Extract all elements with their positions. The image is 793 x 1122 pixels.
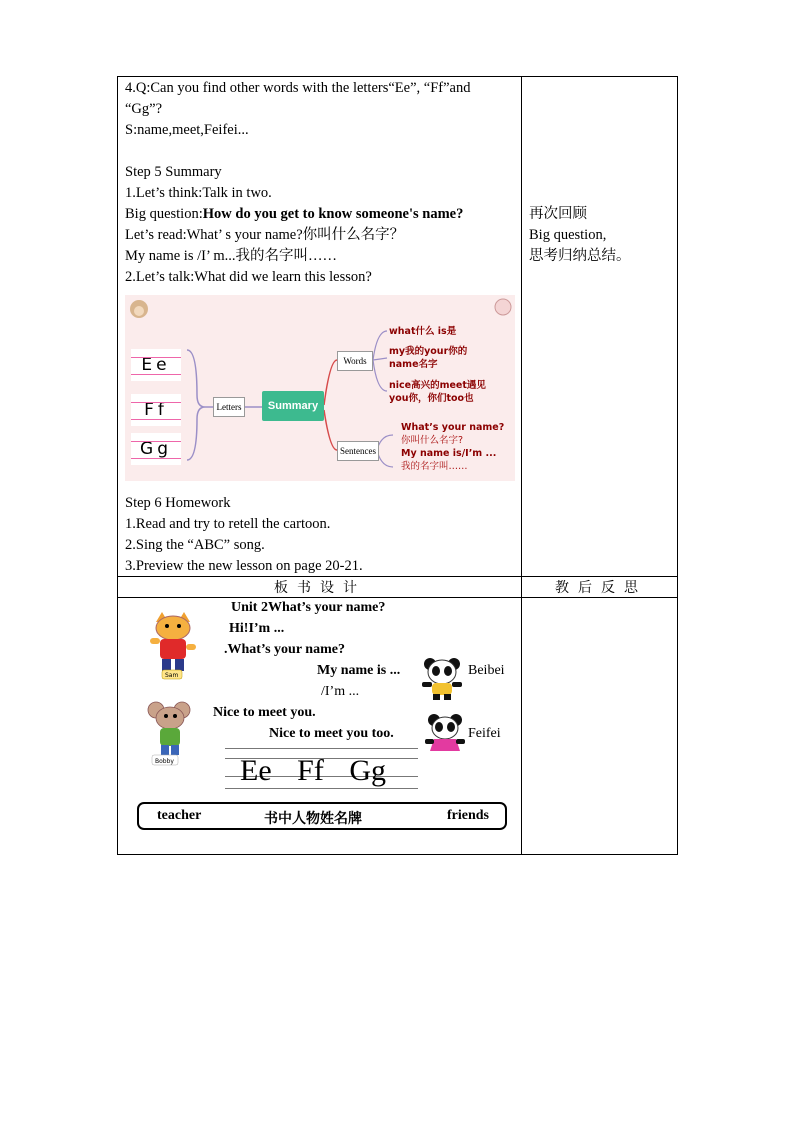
talk-line: 2.Let’s talk:What did we learn this lesson? <box>125 269 372 285</box>
words-item-text: what什么 is是 <box>389 326 457 337</box>
bobby-nametag: Bobby <box>155 758 174 765</box>
name-card-label: 书中人物姓名牌 <box>264 812 362 827</box>
board-design-header: 板书设计 <box>274 581 366 596</box>
letter-card-text: Gg <box>140 439 172 459</box>
step6-heading: Step 6 Homework <box>125 495 231 511</box>
words-item-1 <box>389 325 456 338</box>
big-question-line <box>125 204 463 225</box>
letter-card-ee <box>131 349 181 381</box>
letter-card-text: Ee <box>141 355 171 375</box>
homework-3: 3.Preview the new lesson on page 20-21. <box>125 558 363 574</box>
words-item-2 <box>389 345 467 371</box>
letters-node: Letters <box>213 397 245 417</box>
words-node: Words <box>337 351 373 371</box>
board-what: .What’s your name? <box>224 642 345 657</box>
sentences-items <box>401 421 504 473</box>
guide-line <box>225 788 418 789</box>
sentence-text: My name is/I’m ... <box>401 448 497 459</box>
reflection-line-2: Big question, <box>529 227 607 243</box>
words-item-text: nice高兴的meet遇见 <box>389 380 486 391</box>
friends-label: friends <box>447 808 489 823</box>
reflection-line-1: 再次回顾 <box>529 206 587 222</box>
feifei-label: Feifei <box>468 726 501 741</box>
name-card-bar <box>137 802 507 830</box>
letter-card-text: Ff <box>144 400 168 420</box>
sentence-text: 你叫什么名字? <box>401 435 464 446</box>
column-divider <box>521 77 522 854</box>
beibei-label: Beibei <box>468 663 505 678</box>
board-myname: My name is ... <box>317 663 401 678</box>
myname-line: My name is /I’ m...我的名字叫…… <box>125 248 337 264</box>
words-item-text: you你，你们too也 <box>389 393 474 404</box>
sentence-text: 我的名字叫…… <box>401 461 468 472</box>
letter-card-ff <box>131 394 181 426</box>
question-4-line1: 4.Q:Can you find other words with the letters“Ee”, “Ff”and <box>125 80 471 96</box>
letter-card-gg <box>131 433 181 465</box>
board-hi: Hi!I’m ... <box>229 621 285 636</box>
summary-node: Summary <box>262 391 324 421</box>
read-line: Let’s read:What’ s your name?你叫什么名字？ <box>125 227 405 243</box>
lesson-table <box>117 76 678 855</box>
homework-2: 2.Sing the “ABC” song. <box>125 537 265 553</box>
feifei-panda-illustration <box>424 713 466 755</box>
teacher-label: teacher <box>157 808 202 823</box>
words-item-3 <box>389 379 486 405</box>
sam-nametag: Sam <box>165 672 179 679</box>
homework-1: 1.Read and try to retell the cartoon. <box>125 516 331 532</box>
reflection-line-3: 思考归纳总结。 <box>529 248 631 264</box>
beibei-panda-illustration <box>420 656 464 700</box>
big-question-text: How do you get to know someone's name? <box>202 206 464 222</box>
words-item-text: name名字 <box>389 359 438 370</box>
board-nice: Nice to meet you. <box>213 705 316 720</box>
student-answer: S:name,meet,Feifei... <box>125 122 249 138</box>
board-title: Unit 2What’s your name? <box>231 600 386 615</box>
sam-cat-illustration <box>148 612 198 680</box>
question-4-line2: “Gg”? <box>125 101 163 117</box>
step5-heading: Step 5 Summary <box>125 164 222 180</box>
board-nice-too: Nice to meet you too. <box>269 726 394 741</box>
board-design <box>118 598 521 855</box>
bobby-mouse-illustration <box>144 700 200 766</box>
board-im: /I’m ... <box>321 684 360 699</box>
sentence-text: What’s your name? <box>401 422 505 433</box>
after-class-reflection-header: 教后反思 <box>555 581 647 596</box>
summary-mindmap <box>125 295 515 481</box>
big-question-label: Big question: <box>125 206 203 222</box>
think-line: 1.Let’s think:Talk in two. <box>125 185 272 201</box>
sentences-node: Sentences <box>337 441 379 461</box>
board-letters: Ee Ff Gg <box>240 754 386 787</box>
guide-line <box>225 748 418 749</box>
words-item-text: my我的your你的 <box>389 346 468 357</box>
